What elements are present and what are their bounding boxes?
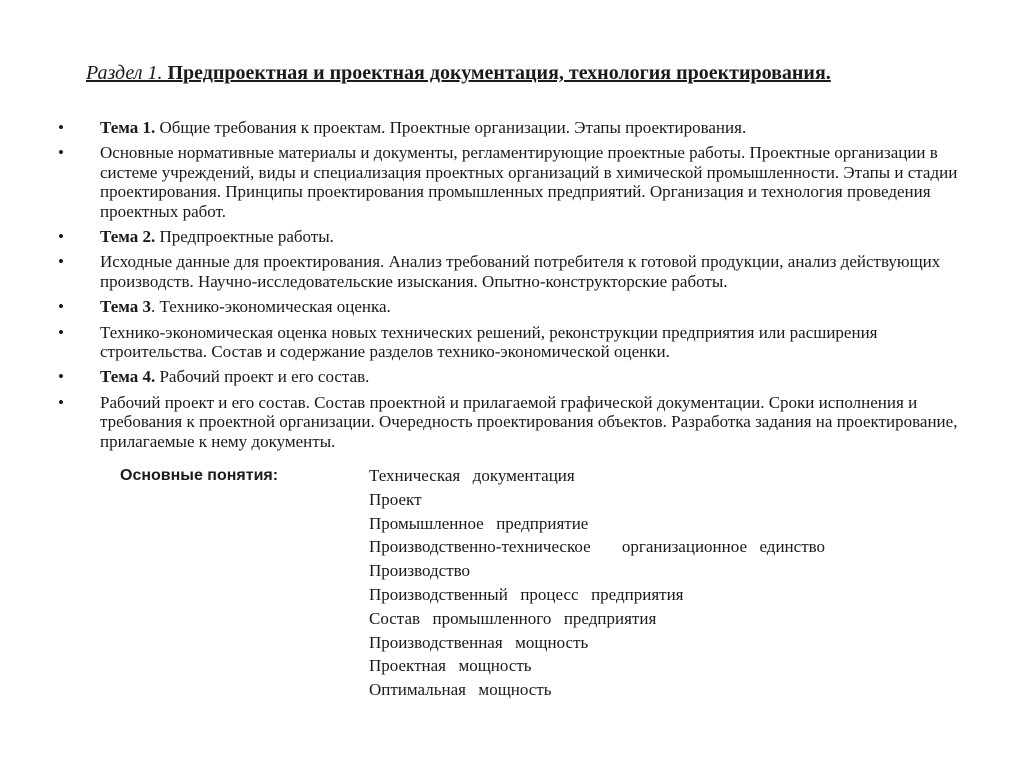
concept-term: Техническая документация <box>369 466 575 485</box>
item-text: Общие требования к проектам. Проектные организации. Этапы проектирования. <box>155 118 747 137</box>
item-text: Рабочий проект и его состав. <box>155 367 370 387</box>
list-item <box>58 367 978 386</box>
topic-label: Тема 4. <box>100 367 156 387</box>
list-item <box>58 143 978 221</box>
list-item <box>58 297 978 316</box>
topic-list <box>58 118 978 457</box>
topic-label: Тема 3 <box>100 297 151 317</box>
concept-term: Состав промышленного предприятия <box>369 608 657 628</box>
concept-term: Проект <box>369 489 422 509</box>
concept-term: Оптимальная мощность <box>369 680 552 700</box>
concept-list <box>369 464 825 702</box>
section-title-text: Предпроектная и проектная документация, технология проектирования. <box>167 62 831 84</box>
topic-label: Тема 1. <box>100 118 156 137</box>
list-item <box>58 323 978 362</box>
section-title <box>86 62 986 85</box>
concept-term: Проектная мощность <box>369 656 532 676</box>
list-item <box>58 118 978 137</box>
topic-label: Тема 2. <box>100 227 156 247</box>
item-text: Основные нормативные материалы и документы, регламентирующие проектные работы. Проектные организации в системе учреждений, виды и специализация проектных организаций в химической промышленности. Этапы и стадии проектирования. Принципы проектирования промышленных предприятий. Организация и технология проведения проектных работ. <box>100 143 958 221</box>
item-text: . Технико-экономическая оценка. <box>150 297 391 317</box>
item-text: Исходные данные для проектирования. Анализ требований потребителя к готовой продукции, анализ действующих производств. Научно-исследовательские изыскания. Опытно-конструкторские работы. <box>100 252 941 291</box>
item-text: Технико-экономическая оценка новых технических решений, реконструкции предприятия или расширения строительства. Состав и содержание разделов технико-экономической оценки. <box>100 322 878 362</box>
item-text: Рабочий проект и его состав. Состав проектной и прилагаемой графической документации. Сроки исполнения и требования к проектной организации. Очередность проектирования объектов. Разработка задания на проектирование, прилагаемые к нему документы. <box>100 392 958 451</box>
concept-term: Производство <box>369 561 471 581</box>
concept-term: Производственный процесс предприятия <box>369 584 684 604</box>
list-item <box>58 252 978 291</box>
key-concepts-label: Основные понятия: <box>120 467 279 484</box>
section-number: Раздел 1. <box>86 62 163 84</box>
concept-term: Промышленное предприятие <box>369 513 589 533</box>
list-item <box>58 227 978 246</box>
concept-term: Производственно-техническое организационное единство <box>369 537 826 557</box>
concept-term: Производственная мощность <box>369 632 589 652</box>
list-item <box>58 393 978 451</box>
item-text: Предпроектные работы. <box>155 227 334 247</box>
